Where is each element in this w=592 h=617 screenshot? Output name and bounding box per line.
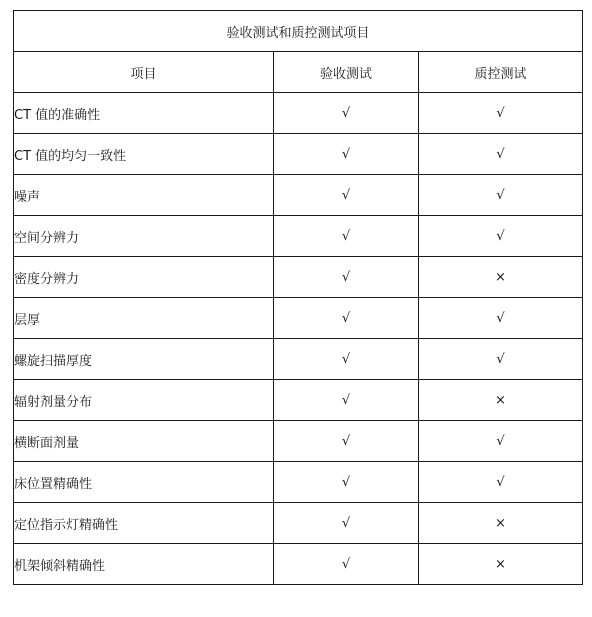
acceptance-mark: √ — [274, 421, 419, 462]
table-row — [14, 93, 583, 134]
table-row — [14, 544, 583, 585]
acceptance-mark: √ — [274, 380, 419, 421]
acceptance-mark: √ — [274, 216, 419, 257]
test-items-table — [13, 10, 583, 585]
qc-mark: × — [419, 257, 583, 298]
table-title: 验收测试和质控测试项目 — [14, 11, 583, 52]
table-row — [14, 175, 583, 216]
table-header-row — [14, 52, 583, 93]
qc-mark: × — [419, 503, 583, 544]
qc-mark: √ — [419, 93, 583, 134]
row-item-label: 层厚 — [14, 298, 274, 339]
qc-mark: × — [419, 544, 583, 585]
table-row — [14, 421, 583, 462]
column-header-qc: 质控测试 — [419, 52, 583, 93]
table-row — [14, 216, 583, 257]
row-item-label: 噪声 — [14, 175, 274, 216]
qc-mark: √ — [419, 216, 583, 257]
acceptance-mark: √ — [274, 503, 419, 544]
qc-mark: √ — [419, 421, 583, 462]
acceptance-mark: √ — [274, 544, 419, 585]
table-row — [14, 380, 583, 421]
row-item-label: 空间分辨力 — [14, 216, 274, 257]
column-header-acceptance: 验收测试 — [274, 52, 419, 93]
row-item-label: 螺旋扫描厚度 — [14, 339, 274, 380]
table-row — [14, 257, 583, 298]
row-item-label: 床位置精确性 — [14, 462, 274, 503]
table-row — [14, 134, 583, 175]
table-row — [14, 339, 583, 380]
qc-mark: × — [419, 380, 583, 421]
acceptance-mark: √ — [274, 257, 419, 298]
qc-mark: √ — [419, 134, 583, 175]
table-title-row — [14, 11, 583, 52]
acceptance-mark: √ — [274, 175, 419, 216]
acceptance-mark: √ — [274, 462, 419, 503]
acceptance-mark: √ — [274, 93, 419, 134]
qc-mark: √ — [419, 175, 583, 216]
column-header-item: 项目 — [14, 52, 274, 93]
row-item-label: 定位指示灯精确性 — [14, 503, 274, 544]
row-item-label: 机架倾斜精确性 — [14, 544, 274, 585]
qc-mark: √ — [419, 462, 583, 503]
qc-mark: √ — [419, 339, 583, 380]
row-item-label: 横断面剂量 — [14, 421, 274, 462]
table-row — [14, 298, 583, 339]
qc-mark: √ — [419, 298, 583, 339]
row-item-label: CT 值的准确性 — [14, 93, 274, 134]
acceptance-mark: √ — [274, 134, 419, 175]
table-row — [14, 503, 583, 544]
acceptance-mark: √ — [274, 298, 419, 339]
table-row — [14, 462, 583, 503]
row-item-label: CT 值的均匀一致性 — [14, 134, 274, 175]
acceptance-mark: √ — [274, 339, 419, 380]
row-item-label: 辐射剂量分布 — [14, 380, 274, 421]
row-item-label: 密度分辨力 — [14, 257, 274, 298]
